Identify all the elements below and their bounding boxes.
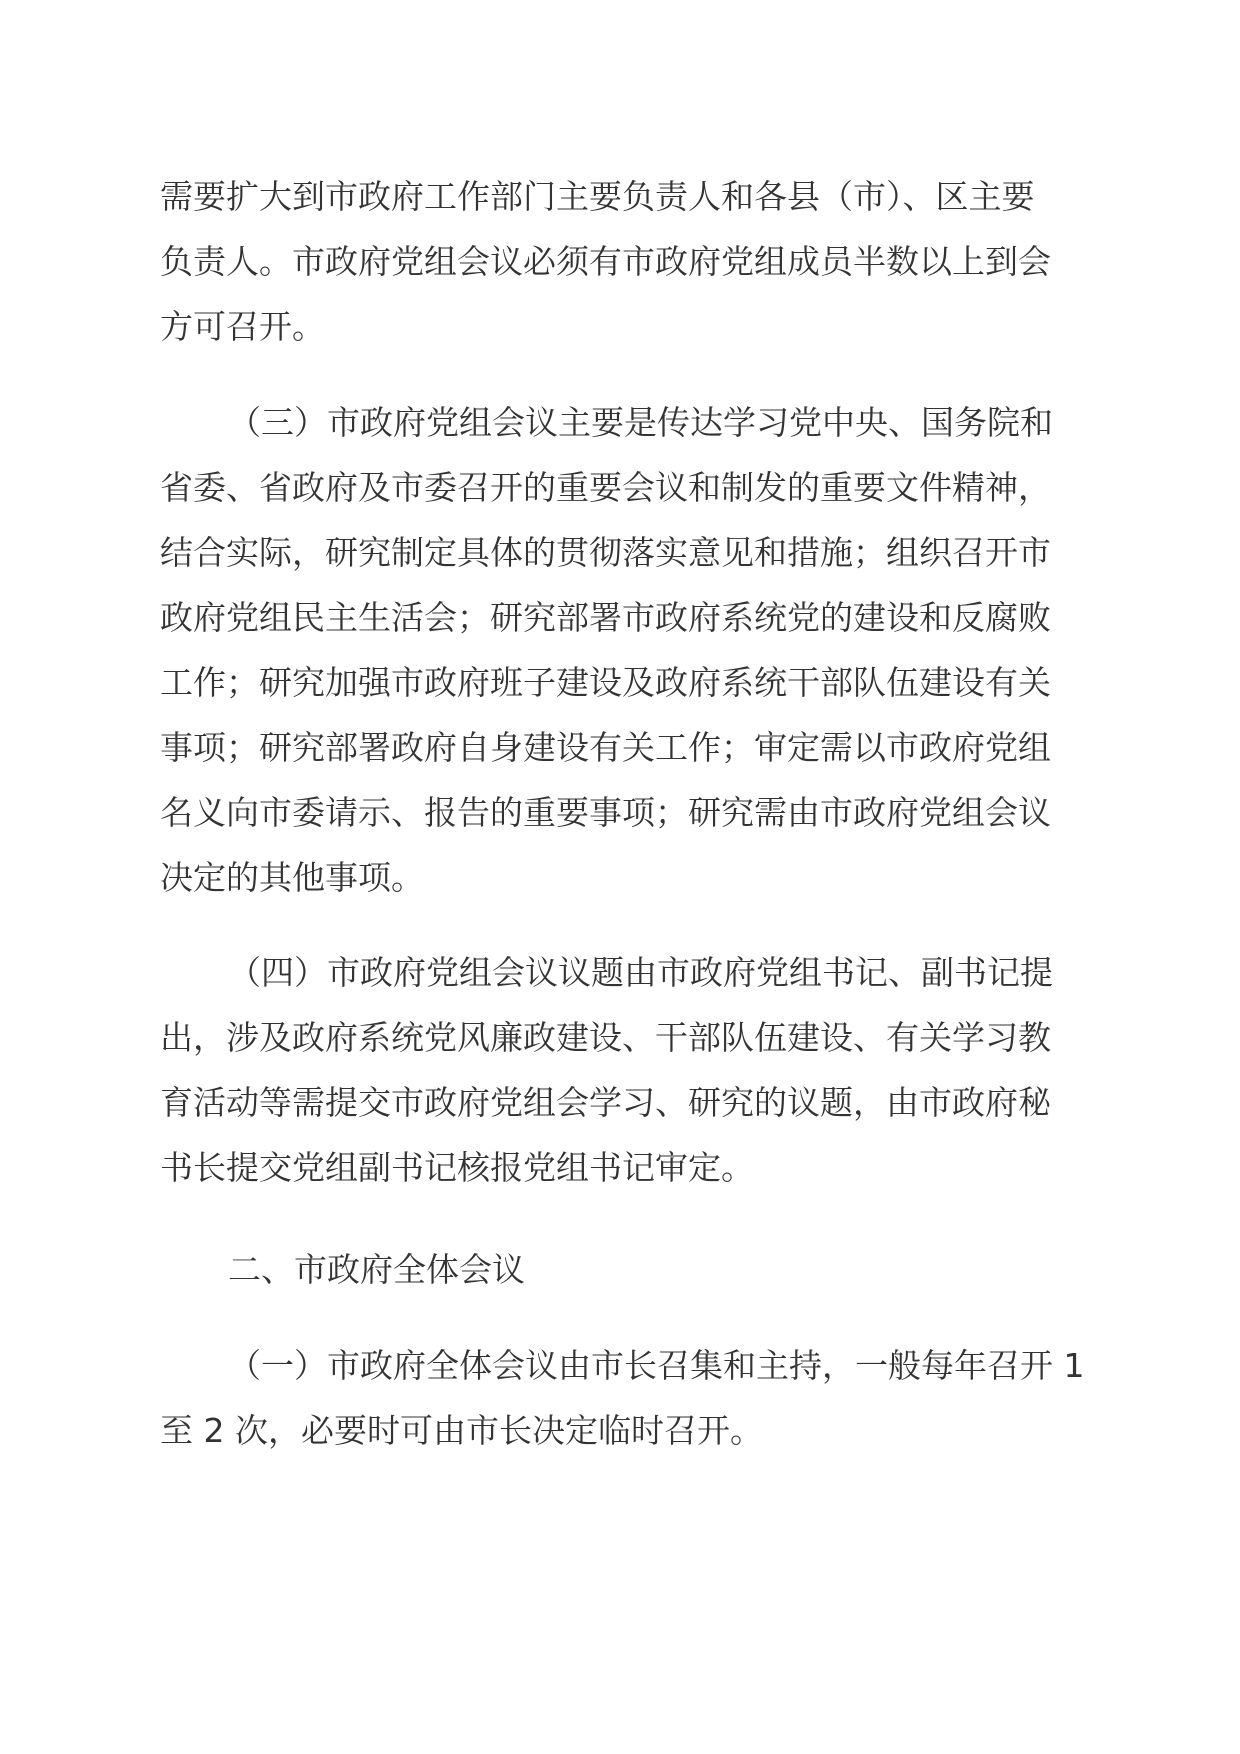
text-line: 出，涉及政府系统党风廉政建设、干部队伍建设、有关学习教	[160, 1018, 1051, 1057]
text-line: 需要扩大到市政府工作部门主要负责人和各县（市）、区主要	[160, 177, 1035, 216]
paragraph-section-2-item-1	[160, 1333, 1085, 1463]
text-line: 决定的其他事项。	[160, 858, 424, 897]
text-line: 省委、省政府及市委召开的重要会议和制发的重要文件精神，	[160, 468, 1051, 507]
text-line: 方可召开。	[160, 307, 325, 346]
text-line: 名义向市委请示、报告的重要事项；研究需由市政府党组会议	[160, 793, 1051, 832]
text-line: （四）市政府党组会议议题由市政府党组书记、副书记提	[228, 953, 1053, 992]
text-line: （一）市政府全体会议由市长召集和主持，一般每年召开 1	[228, 1346, 1085, 1385]
section-heading	[160, 1237, 1080, 1302]
paragraph-item-3	[160, 390, 1080, 910]
text-line: 政府党组民主生活会；研究部署市政府系统党的建设和反腐败	[160, 598, 1051, 637]
text-line: 负责人。市政府党组会议必须有市政府党组成员半数以上到会	[160, 242, 1051, 281]
text-line: 工作；研究加强市政府班子建设及政府系统干部队伍建设有关	[160, 663, 1051, 702]
section-2-title: 二、市政府全体会议	[228, 1250, 525, 1289]
text-line: 结合实际，研究制定具体的贯彻落实意见和措施；组织召开市	[160, 533, 1051, 572]
text-line: （三）市政府党组会议主要是传达学习党中央、国务院和	[228, 403, 1053, 442]
text-line: 书长提交党组副书记核报党组书记审定。	[160, 1148, 754, 1187]
paragraph-continuation	[160, 164, 1080, 359]
text-line: 育活动等需提交市政府党组会学习、研究的议题，由市政府秘	[160, 1083, 1051, 1122]
paragraph-item-4	[160, 940, 1080, 1200]
text-line: 事项；研究部署政府自身建设有关工作；审定需以市政府党组	[160, 728, 1051, 767]
text-line: 至 2 次，必要时可由市长决定临时召开。	[160, 1411, 763, 1450]
